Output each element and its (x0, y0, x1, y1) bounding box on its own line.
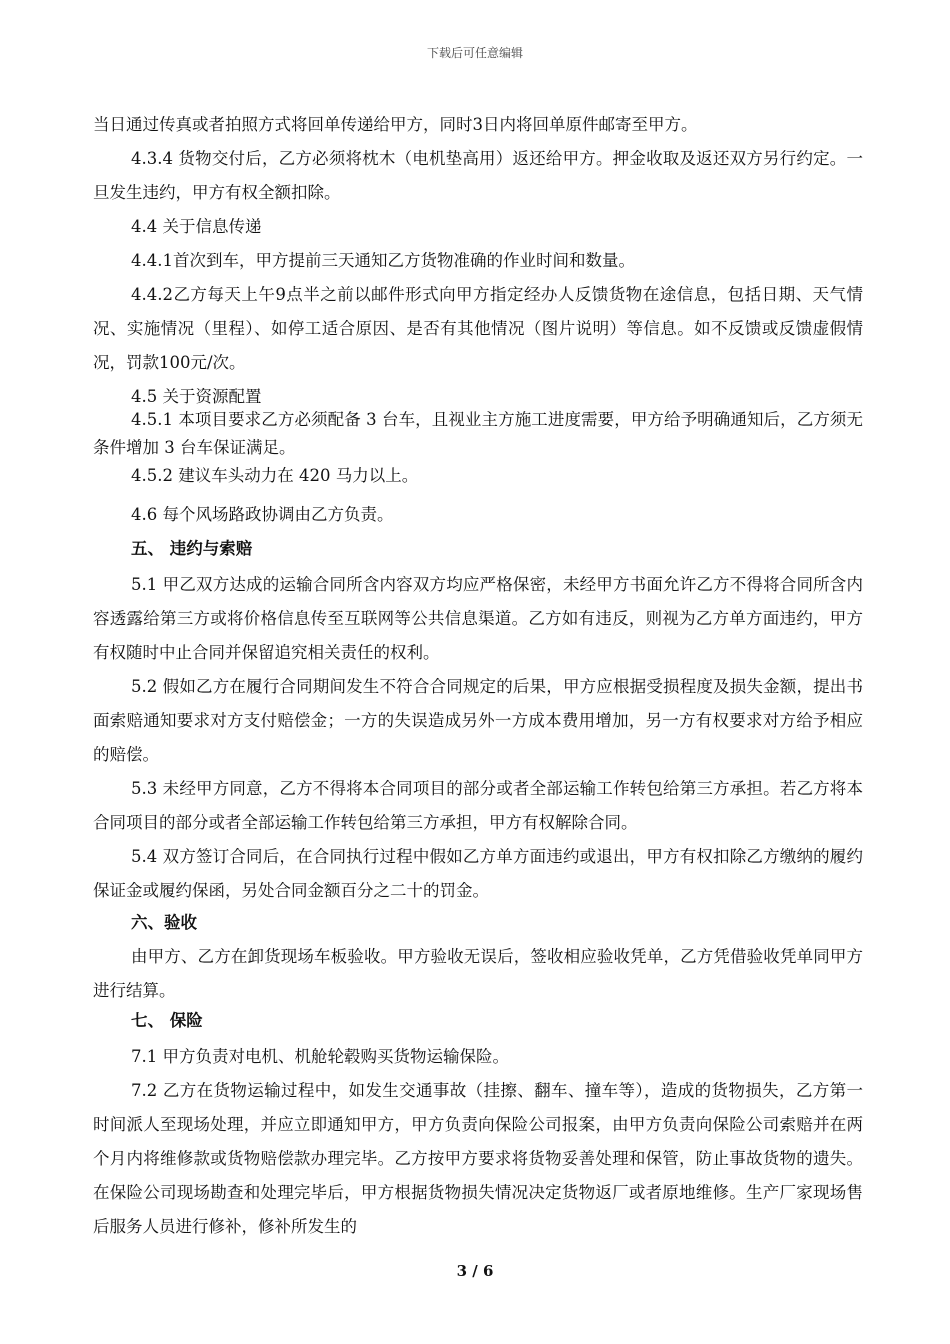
paragraph: 5.1 甲乙双方达成的运输合同所含内容双方均应严格保密，未经甲方书面允许乙方不得将合同所含内容透露给第三方或将价格信息传至互联网等公共信息渠道。乙方如有违反，则视为乙方单方面违约，甲方有权随时中止合同并保留追究相关责任的权利。 (93, 575, 863, 662)
page-header: 下载后可任意编辑 (426, 46, 523, 60)
paragraph: 7.1 甲方负责对电机、机舱轮毂购买货物运输保险。 (131, 1047, 509, 1066)
paragraph: 5.2 假如乙方在履行合同期间发生不符合合同规定的后果，甲方应根据受损程度及损失金额，提出书面索赔通知要求对方支付赔偿金；一方的失误造成另外一方成本费用增加，另一方有权要求对方给予相应的赔偿。 (93, 677, 863, 764)
paragraph: 由甲方、乙方在卸货现场车板验收。甲方验收无误后，签收相应验收凭单，乙方凭借验收凭单同甲方进行结算。 (93, 947, 863, 1000)
paragraph: 当日通过传真或者拍照方式将回单传递给甲方，同时3日内将回单原件邮寄至甲方。 (93, 115, 698, 134)
chapter-heading: 六、验收 (131, 913, 197, 932)
page-number: 3 / 6 (456, 1262, 494, 1280)
paragraph: 7.2 乙方在货物运输过程中，如发生交通事故（挂擦、翻车、撞车等），造成的货物损失，乙方第一时间派人至现场处理，并应立即通知甲方，甲方负责向保险公司报案，由甲方负责向保险公司索赔并在两个月内将维修款或货物赔偿款办理完毕。乙方按甲方要求将货物妥善处理和保管，防止事故货物的遗失。在保险公司现场勘查和处理完毕后，甲方根据货物损失情况决定货物返厂或者原地维修。生产厂家现场售后服务人员进行修补，修补所发生的 (93, 1081, 863, 1236)
paragraph: 4.4.1首次到车，甲方提前三天通知乙方货物准确的作业时间和数量。 (131, 251, 635, 270)
paragraph: 4.6 每个风场路政协调由乙方负责。 (131, 505, 394, 524)
paragraph: 5.3 未经甲方同意，乙方不得将本合同项目的部分或者全部运输工作转包给第三方承担。若乙方将本合同项目的部分或者全部运输工作转包给第三方承担，甲方有权解除合同。 (93, 779, 863, 832)
chapter-heading: 七、 保险 (131, 1011, 203, 1030)
paragraph: 5.4 双方签订合同后，在合同执行过程中假如乙方单方面违约或退出，甲方有权扣除乙方缴纳的履约保证金或履约保函，另处合同金额百分之二十的罚金。 (93, 847, 863, 900)
section-title: 4.5 关于资源配置 (131, 387, 262, 406)
paragraph: 4.3.4 货物交付后，乙方必须将枕木（电机垫高用）返还给甲方。押金收取及返还双方另行约定。一旦发生违约，甲方有权全额扣除。 (93, 149, 863, 202)
section-title: 4.4 关于信息传递 (131, 217, 262, 236)
paragraph: 4.5.2 建议车头动力在 420 马力以上。 (131, 466, 419, 485)
paragraph: 4.5.1 本项目要求乙方必须配备 3 台车，且视业主方施工进度需要，甲方给予明确通知后，乙方须无条件增加 3 台车保证满足。 (93, 410, 863, 457)
paragraph: 4.4.2乙方每天上午9点半之前以邮件形式向甲方指定经办人反馈货物在途信息，包括日期、天气情况、实施情况（里程）、如停工适合原因、是否有其他情况（图片说明）等信息。如不反馈或反馈虚假情况，罚款100元/次。 (93, 285, 863, 372)
chapter-heading: 五、 违约与索赔 (131, 539, 253, 558)
